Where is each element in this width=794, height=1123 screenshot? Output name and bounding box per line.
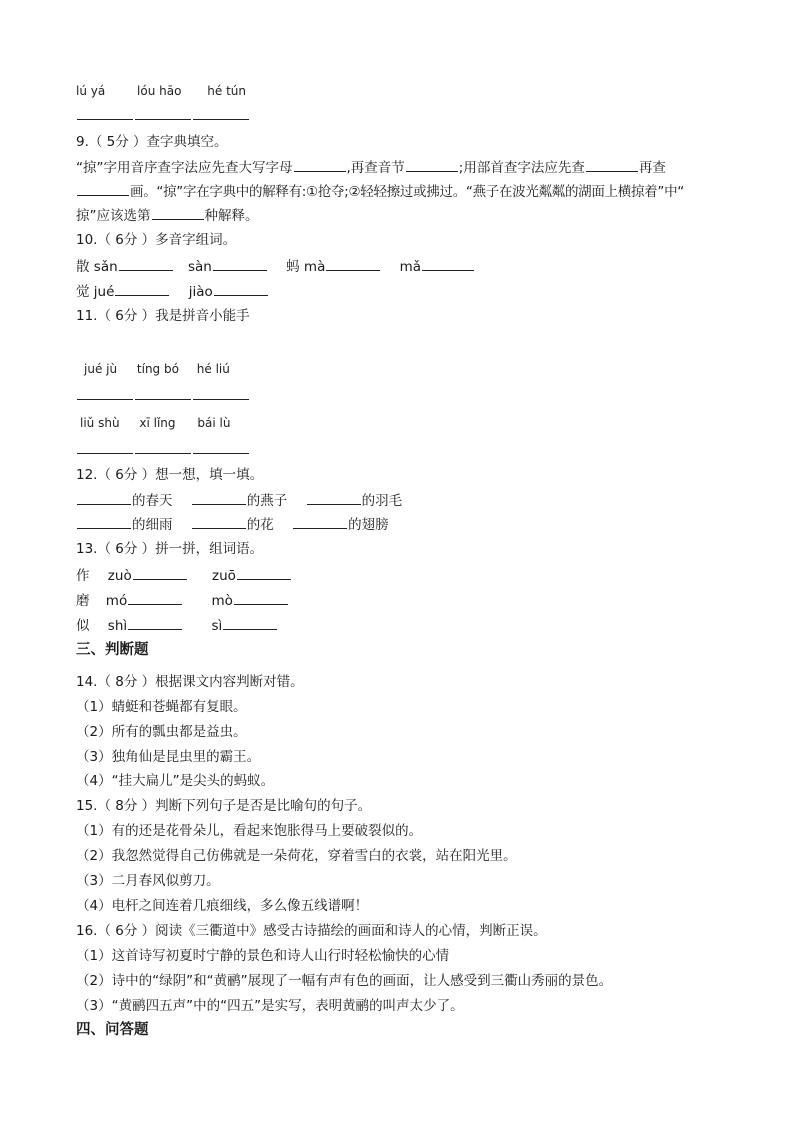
phrase-suffix: 的春天 [132, 493, 173, 509]
answer-blank[interactable] [192, 515, 246, 529]
q14-item: （4）“挂大扁儿”是尖头的蚂蚁。 [76, 773, 275, 789]
pinyin-label: mò [211, 593, 233, 609]
q9-text: 画。“掠”字在字典中的解释有:①抢夺;②轻轻擦过或拂过。“燕子在波光粼粼的湖面上横掠着”中“ [130, 184, 684, 200]
q9-title: 9.（ 5分 ）查字典填空。 [76, 134, 228, 150]
q11-pinyin-row-1 [84, 360, 230, 378]
pinyin-label: sì [211, 618, 223, 634]
answer-blank[interactable] [234, 591, 288, 605]
section-heading-judgement: 三、判断题 [76, 642, 149, 658]
answer-blank[interactable] [77, 491, 131, 505]
q10-title: 10.（ 6分 ）多音字组词。 [76, 232, 237, 248]
answer-blank[interactable] [586, 158, 638, 172]
hanzi: 似 [76, 618, 90, 634]
polyphone-item: 散 sǎn [76, 259, 118, 275]
q10-row-2 [76, 282, 269, 301]
section-heading-qa: 四、问答题 [76, 1022, 149, 1038]
hanzi: 磨 [76, 593, 90, 609]
answer-blank[interactable] [326, 257, 380, 271]
answer-blank[interactable] [77, 515, 131, 529]
answer-blank[interactable] [135, 440, 191, 454]
pinyin-label: mó [105, 593, 128, 609]
q8-pinyin-row [76, 82, 246, 100]
q9-text: 再查 [638, 160, 666, 176]
q8-answer-blanks [76, 106, 250, 125]
q15-item: （2）我忽然觉得自己仿佛就是一朵荷花，穿着雪白的衣裳，站在阳光里。 [76, 848, 517, 864]
q12-row-2 [76, 515, 389, 534]
q11-title: 11.（ 6分 ）我是拼音小能手 [76, 308, 250, 324]
phrase-suffix: 的细雨 [132, 517, 173, 533]
polyphone-item: jiào [188, 284, 213, 300]
answer-blank[interactable] [77, 106, 133, 120]
phrase-suffix: 的燕子 [246, 493, 288, 509]
q9-line-2 [76, 182, 684, 201]
phrase-suffix: 的翅膀 [348, 517, 389, 533]
q9-text: ,再查音节 [346, 160, 405, 176]
answer-blank[interactable] [135, 386, 191, 400]
q9-line-1 [76, 158, 666, 177]
answer-blank[interactable] [193, 440, 249, 454]
answer-blank[interactable] [192, 491, 246, 505]
q16-item: （1）这首诗写初夏时宁静的景色和诗人山行时轻松愉快的心情 [76, 948, 450, 964]
hanzi: 作 [76, 568, 90, 584]
q12-title: 12.（ 6分 ）想一想，填一填。 [76, 467, 264, 483]
q13-row-mo [76, 591, 289, 610]
answer-blank[interactable] [294, 158, 346, 172]
q15-item: （4）电杆之间连着几痕细线，多么像五线谱啊！ [76, 898, 369, 914]
phrase-suffix: 的花 [246, 517, 274, 533]
q14-item: （1）蜻蜓和苍蝇都有复眼。 [76, 699, 247, 715]
answer-blank[interactable] [77, 182, 129, 196]
answer-blank[interactable] [77, 440, 133, 454]
pinyin-word: hé tún [207, 84, 246, 98]
pinyin-label: zuò [107, 568, 132, 584]
answer-blank[interactable] [115, 282, 169, 296]
q13-row-zuo [76, 566, 292, 585]
answer-blank[interactable] [406, 158, 458, 172]
answer-blank[interactable] [214, 282, 268, 296]
q16-title: 16.（ 6分 ）阅读《三衢道中》感受古诗描绘的画面和诗人的心情，判断正误。 [76, 923, 547, 939]
answer-blank[interactable] [193, 106, 249, 120]
polyphone-item: sàn [187, 259, 212, 275]
answer-blank[interactable] [422, 257, 474, 271]
polyphone-item: 觉 jué [76, 284, 115, 300]
pinyin-word: xī lǐng [139, 416, 176, 430]
q9-text: “掠”字用音序查字法应先查大写字母 [76, 160, 293, 176]
q9-line-3 [76, 206, 259, 225]
pinyin-label: zuō [212, 568, 236, 584]
answer-blank[interactable] [128, 616, 182, 630]
phrase-suffix: 的羽毛 [361, 493, 403, 509]
q13-title: 13.（ 6分 ）拼一拼，组词语。 [76, 541, 264, 557]
q15-item: （1）有的还是花骨朵儿，看起来饱胀得马上要破裂似的。 [76, 823, 423, 839]
q14-item: （2）所有的瓢虫都是益虫。 [76, 724, 247, 740]
answer-blank[interactable] [77, 386, 133, 400]
q9-text: 掠”应该选第 [76, 208, 151, 224]
q11-blanks-2 [76, 440, 250, 459]
answer-blank[interactable] [135, 106, 191, 120]
q11-pinyin-row-2 [80, 414, 230, 432]
q9-text: 种解释。 [204, 208, 259, 224]
q15-item: （3）二月春风似剪刀。 [76, 873, 220, 889]
q16-item: （3）“黄鹂四五声”中的“四五”是实写，表明黄鹂的叫声太少了。 [76, 998, 464, 1014]
answer-blank[interactable] [152, 206, 204, 220]
answer-blank[interactable] [223, 616, 277, 630]
answer-blank[interactable] [307, 491, 361, 505]
answer-blank[interactable] [193, 386, 249, 400]
q15-title: 15.（ 8分 ）判断下列句子是否是比喻句的句子。 [76, 798, 372, 814]
pinyin-word: hé liú [196, 362, 230, 376]
q11-blanks-1 [76, 386, 250, 405]
pinyin-word: lóu hāo [137, 84, 182, 98]
pinyin-word: bái lù [197, 416, 231, 430]
pinyin-word: tíng bó [136, 362, 179, 376]
q13-row-si [76, 616, 278, 635]
pinyin-word: liǔ shù [80, 416, 120, 430]
answer-blank[interactable] [128, 591, 182, 605]
q12-row-1 [76, 491, 402, 510]
pinyin-word: jué jù [84, 362, 118, 376]
answer-blank[interactable] [213, 257, 267, 271]
q14-item: （3）独角仙是昆虫里的霸王。 [76, 749, 261, 765]
pinyin-word: lú yá [76, 84, 106, 98]
q16-item: （2）诗中的“绿阴”和“黄鹂”展现了一幅有声有色的画面，让人感受到三衢山秀丽的景色。 [76, 973, 613, 989]
q9-text: ;用部首查字法应先查 [458, 160, 585, 176]
answer-blank[interactable] [133, 566, 187, 580]
answer-blank[interactable] [237, 566, 291, 580]
q10-row-1 [76, 257, 475, 276]
answer-blank[interactable] [293, 515, 347, 529]
polyphone-item: 蚂 mà [286, 259, 326, 275]
answer-blank[interactable] [119, 257, 173, 271]
q14-title: 14.（ 8分 ）根据课文内容判断对错。 [76, 674, 304, 690]
polyphone-item: mǎ [399, 259, 422, 275]
pinyin-label: shì [107, 618, 128, 634]
